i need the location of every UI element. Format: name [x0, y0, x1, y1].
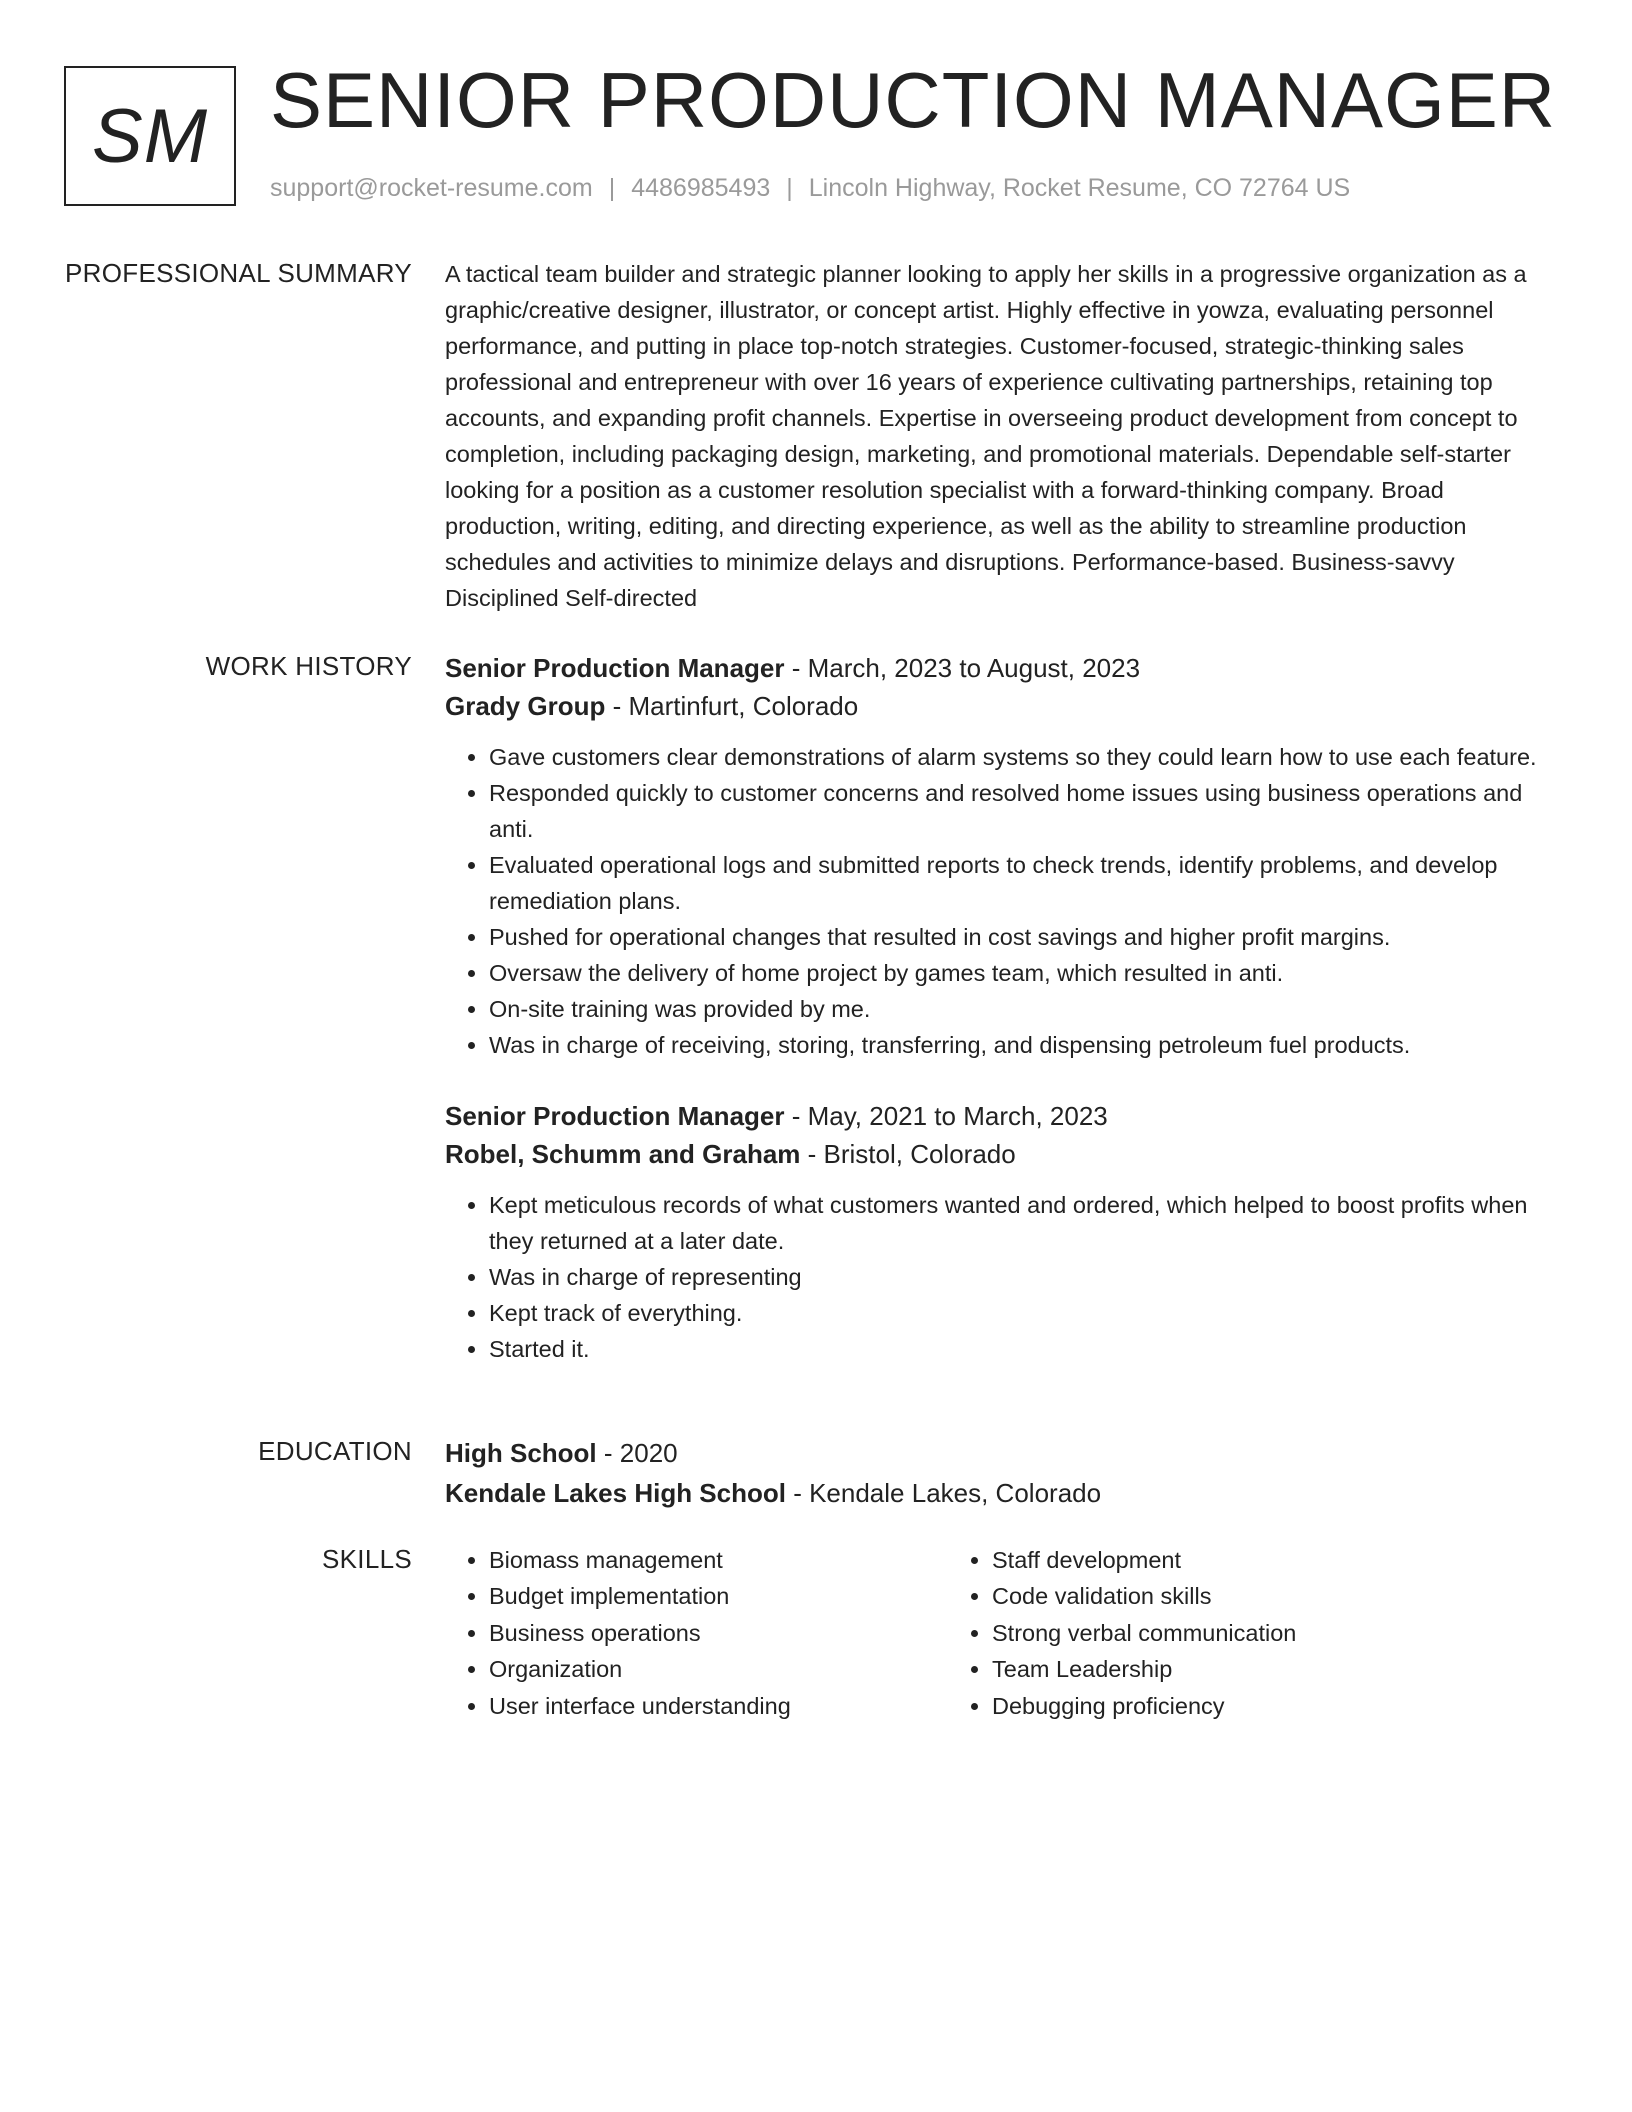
summary-body	[445, 256, 1555, 616]
contact-email[interactable]: support@rocket-resume.com	[270, 174, 593, 202]
job-bullet: • Gave customers clear demonstrations of alarm systems so they could learn how to use each feature.	[489, 739, 1555, 775]
resume-title: SENIOR PRODUCTION MANAGER	[270, 56, 1557, 144]
skill-item: • User interface understanding	[489, 1688, 948, 1724]
work-history-body	[445, 649, 1555, 1401]
monogram-box	[64, 66, 236, 206]
job-bullet: • Pushed for operational changes that resulted in cost savings and higher profit margins.	[489, 919, 1555, 955]
job-bullet: • On-site training was provided by me.	[489, 991, 1555, 1027]
job-bullet: • Kept meticulous records of what customers wanted and ordered, which helped to boost profits when they returned at a later date.	[489, 1187, 1555, 1259]
education-body	[445, 1434, 1555, 1512]
contact-line	[270, 174, 1350, 203]
education-location: - Kendale Lakes, Colorado	[785, 1478, 1102, 1508]
skill-item: • Staff development	[992, 1542, 1451, 1578]
monogram-initials: SM	[92, 93, 208, 179]
job-entry	[445, 649, 1555, 1063]
education-degree-line	[445, 1434, 1555, 1472]
contact-separator: |	[786, 174, 793, 202]
education-degree: High School	[445, 1438, 597, 1468]
summary-text: A tactical team builder and strategic planner looking to apply her skills in a progressive organization as a graphic/creative designer, illustrator, or concept artist. Highly effective in yowza, evaluating personnel performance, and putting in place top-notch strategies. Customer-focused, strategic-thinking sales professional and entrepreneur with over 16 years of experience cultivating partnerships, retaining top accounts, and expanding profit channels. Expertise in overseeing product development from concept to completion, including packaging design, marketing, and promotional materials. Dependable self-starter looking for a position as a customer resolution specialist with a forward-thinking company. Broad production, writing, editing, and directing experience, as well as the ability to streamline production schedules and activities to minimize delays and disruptions. Performance-based. Business-savvy Disciplined Self-directed	[445, 261, 1527, 611]
education-school: Kendale Lakes High School	[445, 1478, 786, 1508]
contact-address: Lincoln Highway, Rocket Resume, CO 72764 US	[808, 174, 1351, 202]
education-school-line	[445, 1474, 1555, 1512]
skill-item: • Debugging proficiency	[992, 1688, 1451, 1724]
job-bullet: • Started it.	[489, 1331, 1555, 1367]
job-bullet: • Was in charge of receiving, storing, transferring, and dispensing petroleum fuel products.	[489, 1027, 1555, 1063]
job-title: Senior Production Manager	[445, 653, 785, 683]
job-title: Senior Production Manager	[445, 1101, 785, 1131]
job-company: Grady Group	[445, 691, 606, 721]
job-title-line	[445, 649, 1555, 687]
section-label-work-history: WORK HISTORY	[205, 651, 412, 681]
contact-separator: |	[608, 174, 616, 202]
job-bullet: • Was in charge of representing	[489, 1259, 1555, 1295]
skill-item: • Strong verbal communication	[992, 1615, 1451, 1651]
skills-column-2	[948, 1542, 1451, 1724]
skill-item: • Team Leadership	[992, 1651, 1451, 1687]
job-dates: - May, 2021 to March, 2023	[784, 1101, 1108, 1131]
job-bullets	[445, 1187, 1555, 1367]
job-title-line	[445, 1097, 1555, 1135]
skill-item: • Organization	[489, 1651, 948, 1687]
job-bullet: • Oversaw the delivery of home project by games team, which resulted in anti.	[489, 955, 1555, 991]
job-company-line	[445, 687, 1555, 725]
skill-item: • Code validation skills	[992, 1578, 1451, 1614]
skill-item: • Budget implementation	[489, 1578, 948, 1614]
section-label-skills: SKILLS	[322, 1544, 412, 1574]
job-bullet: • Responded quickly to customer concerns and resolved home issues using business operations and anti.	[489, 775, 1555, 847]
job-location: - Bristol, Colorado	[800, 1139, 1016, 1169]
job-bullet: • Kept track of everything.	[489, 1295, 1555, 1331]
job-company-line	[445, 1135, 1555, 1173]
skills-column-1	[445, 1542, 948, 1724]
job-company: Robel, Schumm and Graham	[445, 1139, 801, 1169]
job-location: - Martinfurt, Colorado	[605, 691, 859, 721]
skill-item: • Business operations	[489, 1615, 948, 1651]
job-entry	[445, 1097, 1555, 1367]
education-year: - 2020	[596, 1438, 678, 1468]
job-bullet: • Evaluated operational logs and submitted reports to check trends, identify problems, and develop remediation plans.	[489, 847, 1555, 919]
skills-columns	[445, 1542, 1555, 1724]
section-label-education: EDUCATION	[258, 1436, 412, 1466]
job-dates: - March, 2023 to August, 2023	[784, 653, 1141, 683]
section-label-summary: PROFESSIONAL SUMMARY	[65, 258, 412, 288]
contact-phone[interactable]: 4486985493	[631, 174, 771, 202]
skill-item: • Biomass management	[489, 1542, 948, 1578]
job-bullets	[445, 739, 1555, 1063]
skills-body	[445, 1542, 1555, 1724]
